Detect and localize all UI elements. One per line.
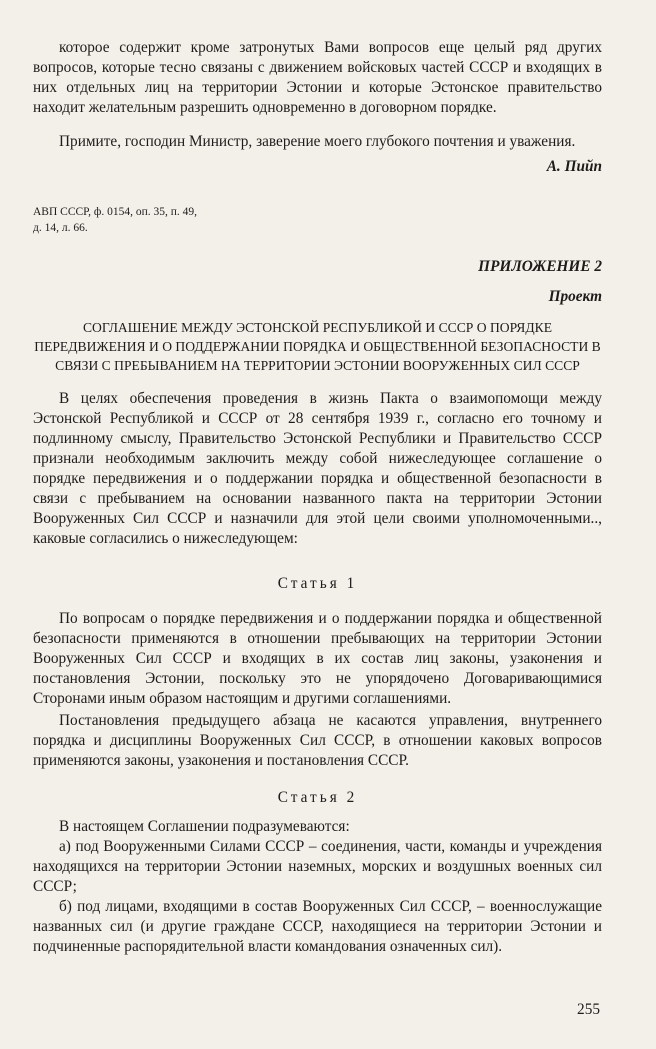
agreement-title: СОГЛАШЕНИЕ МЕЖДУ ЭСТОНСКОЙ РЕСПУБЛИКОЙ И СССР О ПОРЯДКЕ ПЕРЕДВИЖЕНИЯ И О ПОДДЕРЖАНИИ ПОРЯДКА И ОБЩЕСТВЕННОЙ БЕЗОПАСНОСТИ В СВЯЗИ С ПРЕБЫВАНИЕМ НА ТЕРРИТОРИИ ЭСТОНИИ ВООРУЖЕННЫХ СИЛ СССР [34,320,601,373]
article-2-intro: В настоящем Соглашении подразумеваются: [59,818,350,835]
archive-reference [33,204,602,236]
letter-closing: Примите, господин Министр, заверение моего глубокого почтения и уважения. [59,133,576,150]
preamble: В целях обеспечения проведения в жизнь Пакта о взаимопомощи между Эстонской Республикой и СССР от 28 сентября 1939 г., согласно его точному и подлинному смыслу, Правительство Эстонской Республики и Правительство СССР признали необходимым заключить между собой нижеследующее соглашение о порядке передвижения и о поддержании порядка и общественной безопасности в связи с пребыванием на основании названного пакта на территории Эстонии Вооруженных Сил СССР и назначили для этой цели своими уполномоченными.., каковые согласились о нижеследующем: [33,390,602,547]
article-2-item-a: а) под Вооруженными Силами СССР – соединения, части, команды и учреждения находящихся на территории Эстонии наземных, морских и воздушных военных сил СССР; [33,838,602,895]
letter-continuation: которое содержит кроме затронутых Вами вопросов еще целый ряд других вопросов, которые тесно связаны с движением войсковых частей СССР и входящих в них отдельных лиц на территории Эстонии и которые Эстонское правительство находит желательным разрешить одновременно в договорном порядке. [33,39,602,116]
draft-label: Проект [548,288,602,305]
article-1-paragraph: Постановления предыдущего абзаца не касаются управления, внутреннего порядка и дисциплины Вооруженных Сил СССР, в отношении каковых вопросов применяются законы, узаконения и постановления СССР. [33,712,602,769]
article-1-paragraph: По вопросам о порядке передвижения и о поддержании порядка и общественной безопасности применяются в отношении пребывающих на территории Эстонии Вооруженных Сил СССР и входящих в их состав лиц законы, узаконения и постановления Эстонии, поскольку это не упорядочено Договаривающимися Сторонами иным образом настоящим и другими соглашениями. [33,610,602,707]
article-2-item-b: б) под лицами, входящими в состав Вооруженных Сил СССР, – военнослужащие названных сил (и другие граждане СССР, находящиеся на территории Эстонии и подчиненные распорядительной власти командования означенных сил). [33,898,602,955]
archive-line: АВП СССР, ф. 0154, оп. 35, п. 49, [33,206,198,218]
signature: А. Пийп [546,158,602,175]
article-1-heading: Статья 1 [277,575,358,592]
archive-line: д. 14, л. 66. [33,222,88,234]
appendix-label: ПРИЛОЖЕНИЕ 2 [478,258,602,275]
article-2-heading: Статья 2 [277,789,358,806]
page-number: 255 [577,1001,600,1018]
